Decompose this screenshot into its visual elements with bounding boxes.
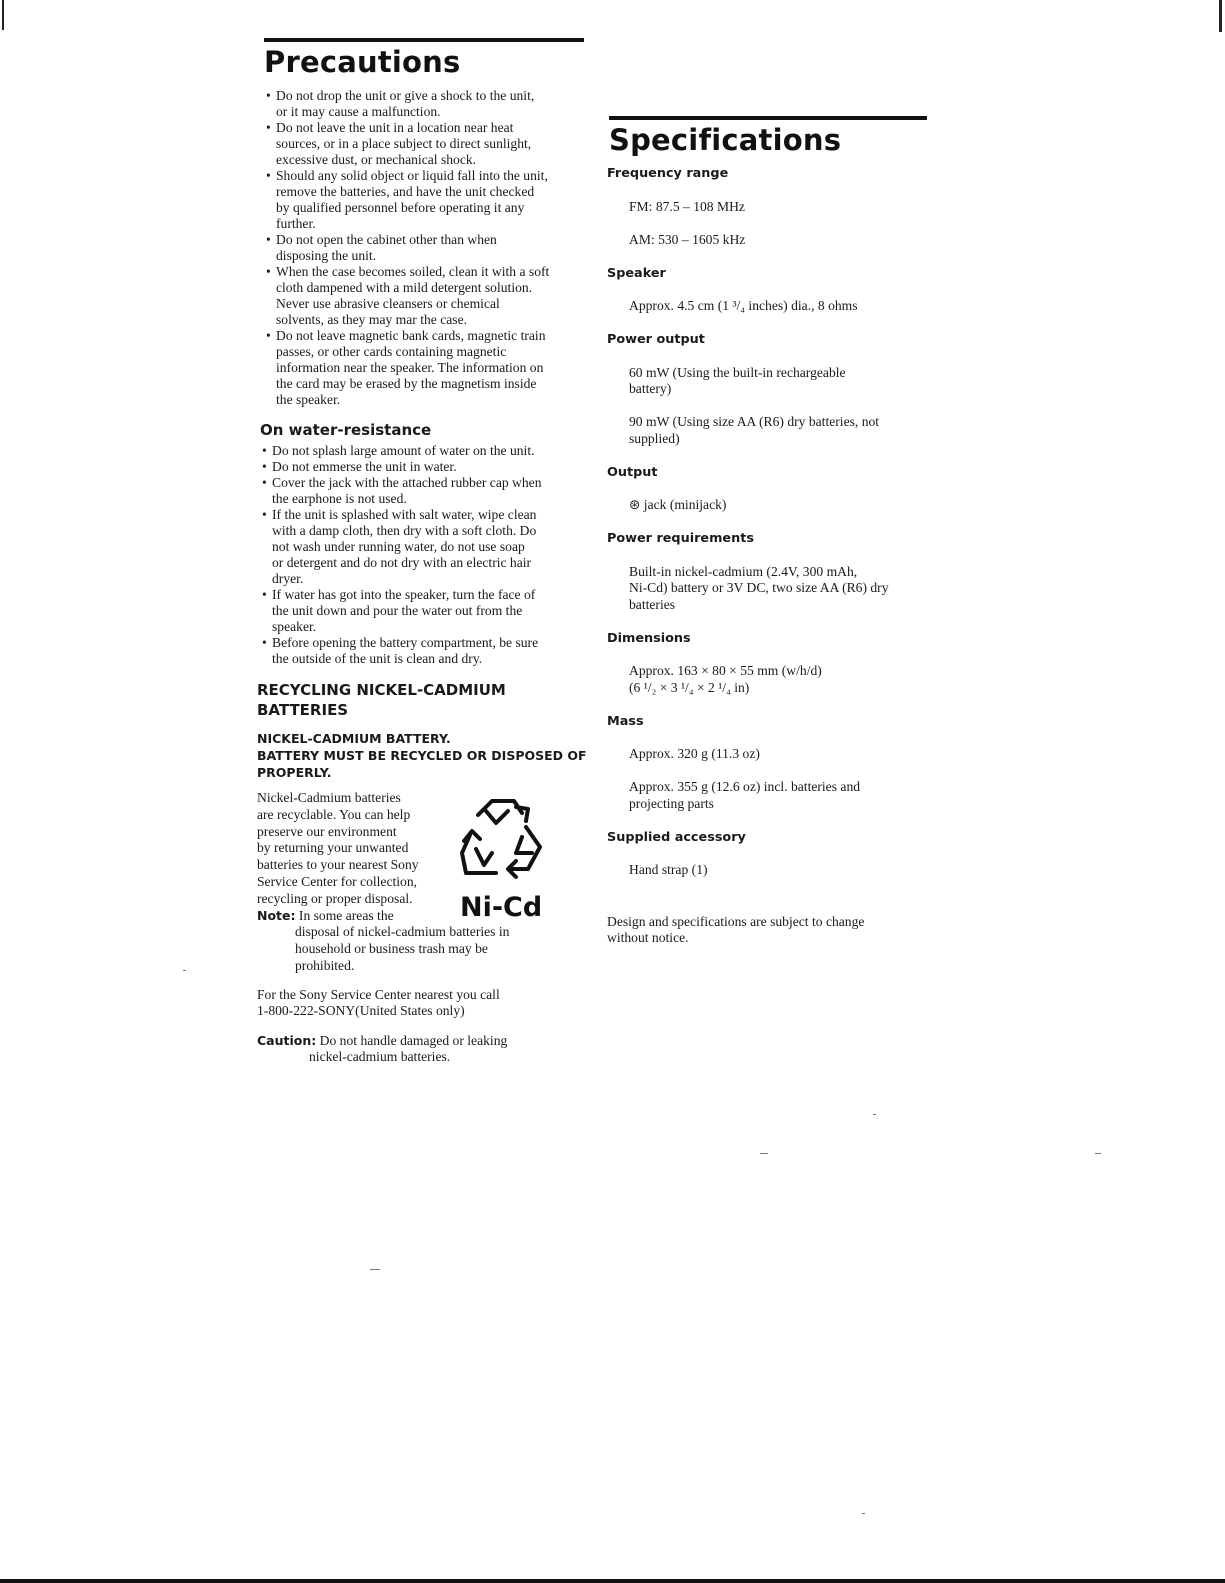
list-item: • Before opening the battery compartment, be sure the outside of the unit is clean and dry. [260,635,595,667]
spec-value-output [629,481,937,531]
water-section [260,421,595,667]
recycling-section [257,680,597,1066]
spec-line: 60 mW (Using the built-in rechargeable battery) [629,364,846,396]
list-item: • Cover the jack with the attached rubber cap when the earphone is not used. [260,475,595,507]
scan-speck [760,1153,768,1154]
spec-label-supplied-accessory: Supplied accessory [607,829,746,845]
spec-line: Approx. 4.5 cm (1 ³/₄ inches) dia., 8 ohms [629,298,858,313]
spec-label-speaker: Speaker [607,265,666,281]
list-item: • Should any solid object or liquid fall into the unit, remove the batteries, and have the unit checked by qualified personnel before operating it any further. [264,168,594,232]
recycling-title: RECYCLING NICKEL-CADMIUM BATTERIES [257,681,506,719]
list-item: • If the unit is splashed with salt water, wipe clean with a damp cloth, then dry with a soft cloth. Do not wash under running water, do not use soap or detergent and do not dry with an electric hair dryer. [260,507,595,587]
precautions-title: Precautions [264,45,461,79]
recycle-arrows-icon [456,793,546,883]
scan-edge-right [1219,0,1222,32]
spec-value-supplied-accessory [629,846,937,896]
water-title: On water-resistance [260,421,432,439]
scan-speck [862,1513,865,1514]
caution-text: nickel-cadmium batteries. [309,1049,451,1065]
recycling-caution [257,1033,597,1066]
precautions-list [264,88,594,408]
spec-line: FM: 87.5 – 108 MHz [629,198,745,214]
spec-line: AM: 530 – 1605 kHz [629,231,746,247]
specifications-rule [609,116,927,120]
spec-label-output: Output [607,464,658,480]
spec-value-speaker [629,282,937,332]
spec-line: Approx. 163 × 80 × 55 mm (w/h/d) (6 ¹/₂ × 3 ¹/₄ × 2 ¹/₄ in) [629,663,822,695]
spec-line: Approx. 320 g (11.3 oz) [629,746,760,761]
spec-label-frequency: Frequency range [607,166,729,181]
caution-label: Caution: [257,1032,317,1048]
spec-label-power-requirements: Power requirements [607,531,754,546]
caution-first-line: Do not handle damaged or leaking [319,1032,508,1048]
note-text: disposal of nickel-cadmium batteries in household or business trash may be prohibited. [295,924,510,973]
specifications-title: Specifications [609,123,842,157]
spec-line: Built-in nickel-cadmium (2.4V, 300 mAh, Ni-Cd) battery or 3V DC, two size AA (R6) dry batteries [629,563,889,612]
recycling-subhead: NICKEL-CADMIUM BATTERY. BATTERY MUST BE RECYCLED OR DISPOSED OF PROPERLY. [257,731,587,780]
spec-label-mass: Mass [607,713,644,729]
spec-line: ⊛ jack (minijack) [629,497,727,512]
spec-value-frequency [629,182,937,265]
list-item: • Do not splash large amount of water on the unit. [260,443,595,459]
scan-speck [183,970,186,971]
spec-line: Hand strap (1) [629,862,708,877]
spec-label-power-output: Power output [607,332,705,347]
specifications-footnote: Design and specifications are subject to change without notice. [607,914,865,945]
scan-speck [1095,1153,1101,1154]
note-label: Note: [257,907,296,923]
list-item: • Do not leave magnetic bank cards, magnetic train passes, or other cards containing magnetic information near the speaker. The information on the card may be erased by the magnetism inside the speaker. [264,328,594,408]
spec-line: 90 mW (Using size AA (R6) dry batteries, not supplied) [629,414,880,446]
spec-value-mass [629,730,937,829]
scan-edge-bottom [0,1579,1225,1583]
precautions-section [264,88,594,408]
list-item: • Do not drop the unit or give a shock to the unit, or it may cause a malfunction. [264,88,594,120]
precautions-rule [264,38,584,42]
nicd-logo-text: Ni-Cd [460,892,543,923]
list-item: • Do not open the cabinet other than when disposing the unit. [264,232,594,264]
spec-line: Approx. 355 g (12.6 oz) incl. batteries and projecting parts [629,779,861,811]
scan-speck [370,1269,380,1270]
spec-value-power-output [629,348,937,464]
recycling-note [257,908,597,975]
list-item: • If water has got into the speaker, turn the face of the unit down and pour the water out from the speaker. [260,587,595,635]
water-list [260,443,595,667]
specifications-section [607,165,937,946]
spec-value-dimensions [629,647,937,713]
service-center-text: For the Sony Service Center nearest you call 1-800-222-SONY(United States only) [257,986,500,1019]
list-item: • Do not leave the unit in a location near heat sources, or in a place subject to direct sunlight, excessive dust, or mechanical shock. [264,120,594,168]
list-item: • Do not emmerse the unit in water. [260,459,595,475]
recycling-body: Nickel-Cadmium batteries are recyclable. You can help preserve our environment by returning your unwanted batteries to your nearest Sony Service Center for collection, recycling or proper disposal. [257,790,419,906]
scan-speck [873,1114,876,1115]
spec-value-power-requirements [629,547,937,630]
note-first-line: In some areas the [298,907,394,923]
scan-edge-left [2,0,4,30]
list-item: • When the case becomes soiled, clean it with a soft cloth dampened with a mild detergent solution. Never use abrasive cleansers or chemical solvents, as they may mar the case. [264,264,594,328]
spec-label-dimensions: Dimensions [607,630,691,646]
